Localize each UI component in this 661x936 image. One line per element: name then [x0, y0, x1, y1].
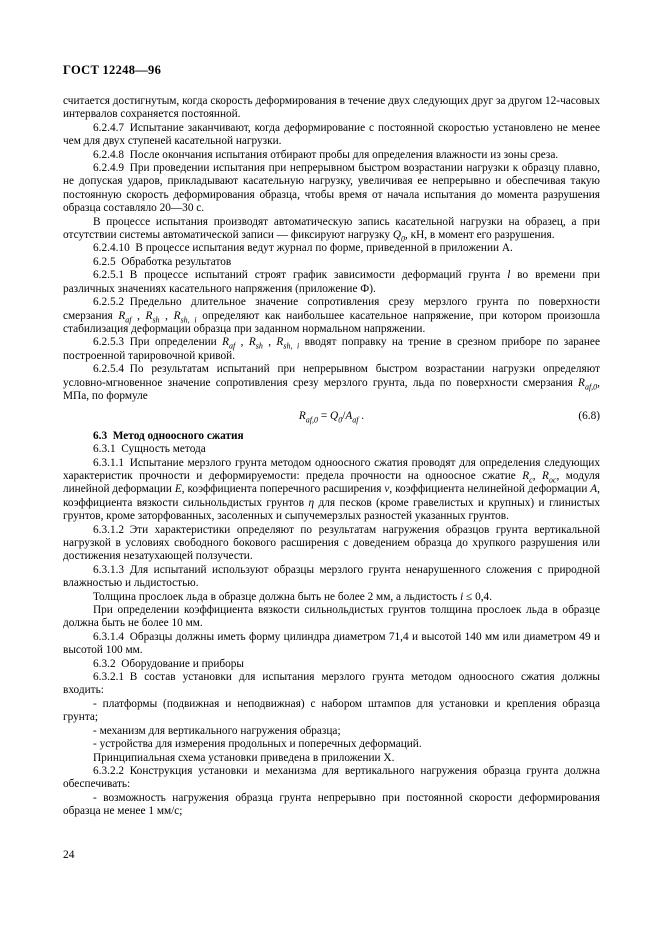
paragraph: 6.2.5.1 В процессе испытаний строят график зависимости деформаций грунта l во времени при различных значениях касательного напряжения (приложение Ф). [63, 269, 600, 295]
subscript: 0 [338, 415, 343, 425]
document-title: ГОСТ 12248—96 [63, 63, 162, 77]
paragraph: Принципиальная схема установки приведена в приложении Х. [93, 751, 395, 764]
variable: R [542, 469, 549, 482]
variable: R [145, 309, 153, 322]
paragraph: 6.3.1.1 Испытание мерзлого грунта методом одноосного сжатия проводят для определения следующих характеристик прочности и деформируемости: предела прочности на одноосное сжатие $R_c$, $R_{oc}$, модуля линейной деформации E, коэффициента поперечного расширения ν, коэффициента нелинейной деформации A, коэффициента вязкости сильнольдистых грунтов η для песков (кроме гравелистых и крупных) и глинистых грунтов, кроме заторфованных, засоленных и сыпучемерзлых разностей указанных грунтов. [63, 456, 600, 523]
formula-expression: $R_{af,0} = Q_0/A_{af}$ . [298, 410, 365, 425]
formula-number: (6.8) [578, 410, 600, 423]
paragraph: 6.2.5 Обработка результатов [93, 255, 232, 268]
formula [63, 410, 600, 423]
paragraph: 6.2.5.3 При определении $R_{af}$ , $R_{sh}$ , $R_{sh, i}$ вводят поправку на трение в срезном приборе по заранее построенной тарировочной кривой. [63, 336, 600, 362]
subscript: sh [255, 341, 263, 351]
paragraph: 6.2.4.9 При проведении испытания при непрерывном быстром возрастании нагрузки к образцу плавно, не допуская ударов, прикладывают касательную нагрузку, увеличивая ее непрерывно и обеспечивая такую постоянную скорость деформирования образца, чтобы время от начала испытания до момента разрушения образца составляло 20—30 с. [63, 162, 600, 215]
variable: R [173, 309, 181, 322]
paragraph: 6.2.4.10 В процессе испытания ведут журнал по форме, приведенной в приложении А. [93, 242, 513, 255]
variable: R [118, 309, 126, 322]
variable: R [276, 336, 284, 349]
paragraph: 6.2.4.7 Испытание заканчивают, когда деформирование с постоянной скоростью установлено не менее чем для двух ступеней касательной нагрузки. [63, 121, 600, 148]
variable: R [522, 469, 530, 482]
subscript: af [125, 314, 132, 324]
paragraph: 6.3.1.3 Для испытаний используют образцы мерзлого грунта ненарушенного сложения с природной влажностью и льдистостью. [63, 563, 600, 590]
paragraph: 6.2.5.4 По результатам испытаний при непрерывном быстром возрастании нагрузки определяют условно-мгновенное значение сопротивления срезу мерзлого грунта, льда по поверхности смерзания $R_{af,0}$, МПа, по формуле [63, 363, 600, 402]
paragraph: При определении коэффициента вязкости сильнольдистых грунтов толщина прослоек льда в образце должна быть не более 10 мм. [63, 604, 600, 630]
variable: i [460, 590, 464, 603]
paragraph: считается достигнутым, когда скорость деформирования в течение двух следующих друг за другом 12-часовых интервалов сохраняется постоянной. [63, 95, 600, 121]
variable: ν [384, 483, 390, 496]
paragraph: Толщина прослоек льда в образце должна быть не более 2 мм, а льдистость i ≤ 0,4. [93, 590, 493, 603]
subscript: c [529, 475, 533, 485]
page-number: 24 [63, 849, 75, 861]
paragraph: - устройства для измерения продольных и поперечных деформаций. [93, 738, 422, 751]
paragraph: - механизм для вертикального нагружения образца; [93, 724, 341, 737]
paragraph: 6.3.2 Оборудование и приборы [93, 657, 245, 670]
variable: R [248, 336, 256, 349]
variable: l [507, 269, 511, 282]
variable: Q [392, 229, 401, 242]
section-heading: 6.3 Метод одноосного сжатия [93, 429, 244, 442]
document-body [63, 95, 600, 819]
subscript: sh, i [283, 341, 300, 351]
subscript: af,0 [584, 381, 598, 391]
variable: R [222, 336, 229, 349]
subscript: oc [548, 475, 557, 485]
paragraph: 6.3.2.1 В состав установки для испытания мерзлого грунта методом одноосного сжатия должны входить: [63, 671, 600, 697]
variable: R [298, 410, 306, 423]
paragraph: 6.3.1.4 Образцы должны иметь форму цилиндра диаметром 71,4 и высотой 140 мм или диаметром 49 и высотой 100 мм. [63, 630, 600, 657]
paragraph: - возможность нагружения образца грунта непрерывно при постоянной скорости деформирования образца не менее 1 мм/с; [63, 791, 600, 818]
paragraph: 6.2.5.2 Предельно длительное значение сопротивления срезу мерзлого грунта по поверхности смерзания $R_{af}$ , $R_{sh}$ , $R_{sh, i}$ определяют как наибольшее касательное напряжение, при котором произошла стабилизация деформации образца при заданном нормальном напряжении. [63, 296, 600, 335]
subscript: af,0 [305, 415, 318, 425]
variable: E [174, 483, 182, 496]
subscript: sh [152, 314, 160, 324]
subscript: af [352, 415, 359, 425]
variable: A [590, 483, 598, 496]
variable: A [345, 410, 353, 423]
variable: η [308, 496, 315, 509]
variable: Q [330, 410, 339, 423]
paragraph: 6.3.1 Сущность метода [93, 443, 206, 456]
paragraph: 6.2.4.8 После окончания испытания отбирают пробы для определения влажности из зоны среза. [93, 148, 559, 161]
subscript: sh, i [180, 314, 197, 324]
paragraph: - платформы (подвижная и неподвижная) с набором штампов для установки и крепления образца грунта; [63, 697, 600, 724]
paragraph: 6.3.1.2 Эти характеристики определяют по результатам нагружения образцов грунта вертикальной нагрузкой в условиях свободного бокового расширения с доведением образца до хрупкого разрушения или достижения незатухающей ползучести. [63, 523, 600, 563]
paragraph: 6.3.2.2 Конструкция установки и механизма для вертикального нагружения образца грунта должна обеспечивать: [63, 764, 600, 791]
subscript: 0 [400, 234, 405, 244]
paragraph: В процессе испытания производят автоматическую запись касательной нагрузки на образец, а при отсутствии системы автоматической записи — фиксируют нагрузку $Q_0$, кН, в момент его разрушения. [63, 215, 600, 244]
variable: R [578, 376, 585, 389]
subscript: af [229, 341, 236, 351]
